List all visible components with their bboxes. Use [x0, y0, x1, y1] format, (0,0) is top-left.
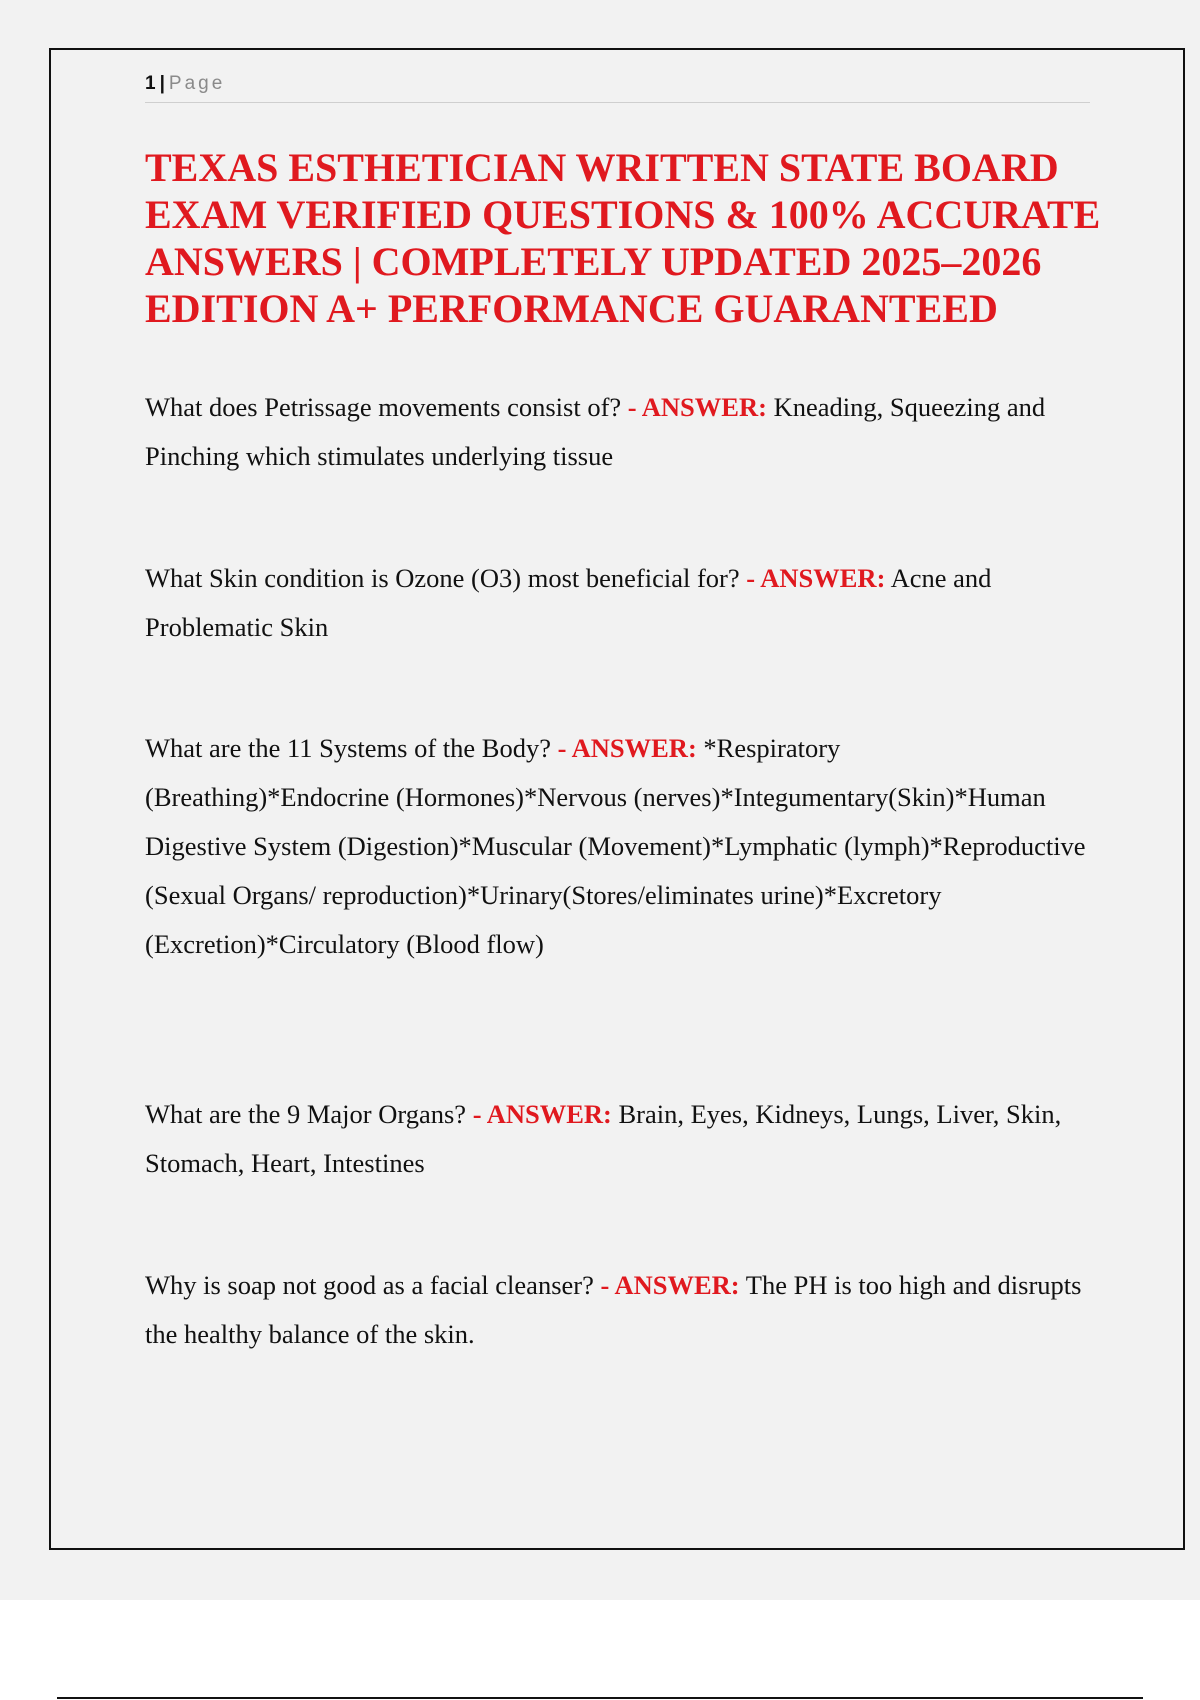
page-header	[145, 72, 1090, 103]
answer-text: Acne and Problematic Skin	[145, 563, 992, 642]
qa-item	[145, 554, 1090, 652]
answer-label: - ANSWER:	[627, 392, 767, 422]
question-text: What does Petrissage movements consist of?	[145, 392, 622, 422]
page-label: Page	[168, 73, 226, 94]
qa-item	[145, 383, 1090, 481]
question-text: What Skin condition is Ozone (O3) most beneficial for?	[145, 563, 740, 593]
answer-text: The PH is too high and disrupts the healthy balance of the skin.	[145, 1270, 1082, 1349]
answer-label: - ANSWER:	[600, 1270, 740, 1300]
qa-item	[145, 1090, 1090, 1188]
qa-item	[145, 1261, 1090, 1359]
answer-label: - ANSWER:	[746, 563, 886, 593]
question-text: What are the 9 Major Organs?	[145, 1099, 467, 1129]
document-title: TEXAS ESTHETICIAN WRITTEN STATE BOARD EXAM VERIFIED QUESTIONS & 100% ACCURATE ANSWERS | COMPLETELY UPDATED 2025–2026 EDITION A+ PERFORMANCE GUARANTEED	[145, 145, 1101, 331]
page-separator: |	[159, 73, 165, 94]
answer-text: *Respiratory (Breathing)*Endocrine (Hormones)*Nervous (nerves)*Integumentary(Skin)*Human Digestive System (Digestion)*Muscular (Movement)*Lymphatic (lymph)*Reproductive (Sexual Organs/ reproduction)*Urinary(Stores/eliminates urine)*Excretory (Excretion)*Circulatory (Blood flow)	[145, 733, 1086, 959]
answer-label: - ANSWER:	[472, 1099, 612, 1129]
answer-label: - ANSWER:	[557, 733, 697, 763]
next-page-border	[57, 1697, 1143, 1699]
question-text: What are the 11 Systems of the Body?	[145, 733, 551, 763]
page-number: 1	[145, 73, 156, 94]
answer-text: Brain, Eyes, Kidneys, Lungs, Liver, Skin, Stomach, Heart, Intestines	[145, 1099, 1062, 1178]
qa-item	[145, 724, 1090, 969]
question-text: Why is soap not good as a facial cleanser?	[145, 1270, 594, 1300]
answer-text: Kneading, Squeezing and Pinching which stimulates underlying tissue	[145, 392, 1046, 471]
